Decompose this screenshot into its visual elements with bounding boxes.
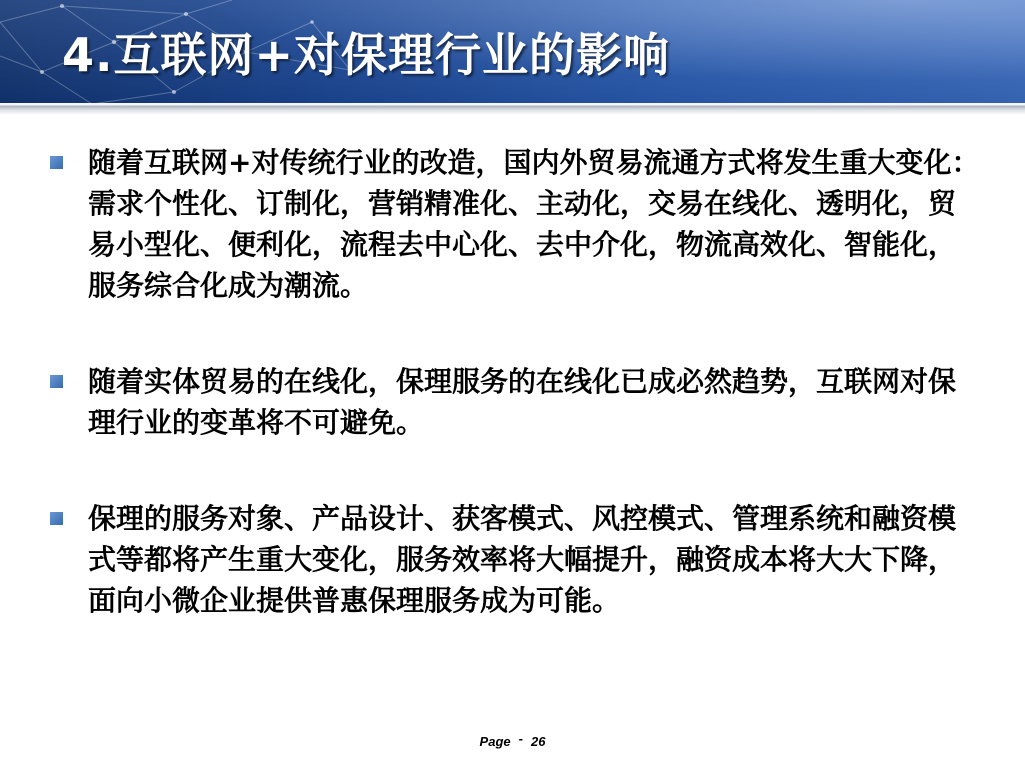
bullet-line: 理行业的变革将不可避免。	[88, 406, 425, 439]
slide-header	[0, 0, 1025, 104]
slide-title: 4.互联网+对保理行业的影响	[62, 28, 671, 82]
bullet-line: 式等都将产生重大变化，服务效率将大幅提升，融资成本将大大下降，	[88, 543, 957, 576]
bullet-line: 服务综合化成为潮流。	[88, 269, 369, 302]
square-bullet-icon	[50, 156, 63, 169]
bullet-text	[88, 361, 988, 443]
page-footer	[0, 732, 1025, 752]
page-separator: -	[518, 731, 523, 746]
bullet-text	[88, 498, 988, 621]
bullet-line: 面向小微企业提供普惠保理服务成为可能。	[88, 584, 621, 617]
bullet-text	[88, 142, 988, 306]
bullet-line: 保理的服务对象、产品设计、获客模式、风控模式、管理系统和融资模	[88, 502, 957, 535]
page-label: Page	[479, 734, 511, 749]
square-bullet-icon	[50, 512, 63, 525]
header-divider	[0, 103, 1025, 115]
bullet-line: 随着互联网+对传统行业的改造，国内外贸易流通方式将发生重大变化：	[88, 146, 980, 179]
bullet-line: 随着实体贸易的在线化，保理服务的在线化已成必然趋势，互联网对保	[88, 365, 957, 398]
square-bullet-icon	[50, 375, 63, 388]
page-number: 26	[530, 734, 546, 749]
bullet-line: 易小型化、便利化，流程去中心化、去中介化，物流高效化、智能化，	[88, 228, 957, 261]
bullet-line: 需求个性化、订制化，营销精准化、主动化，交易在线化、透明化，贸	[88, 187, 957, 220]
